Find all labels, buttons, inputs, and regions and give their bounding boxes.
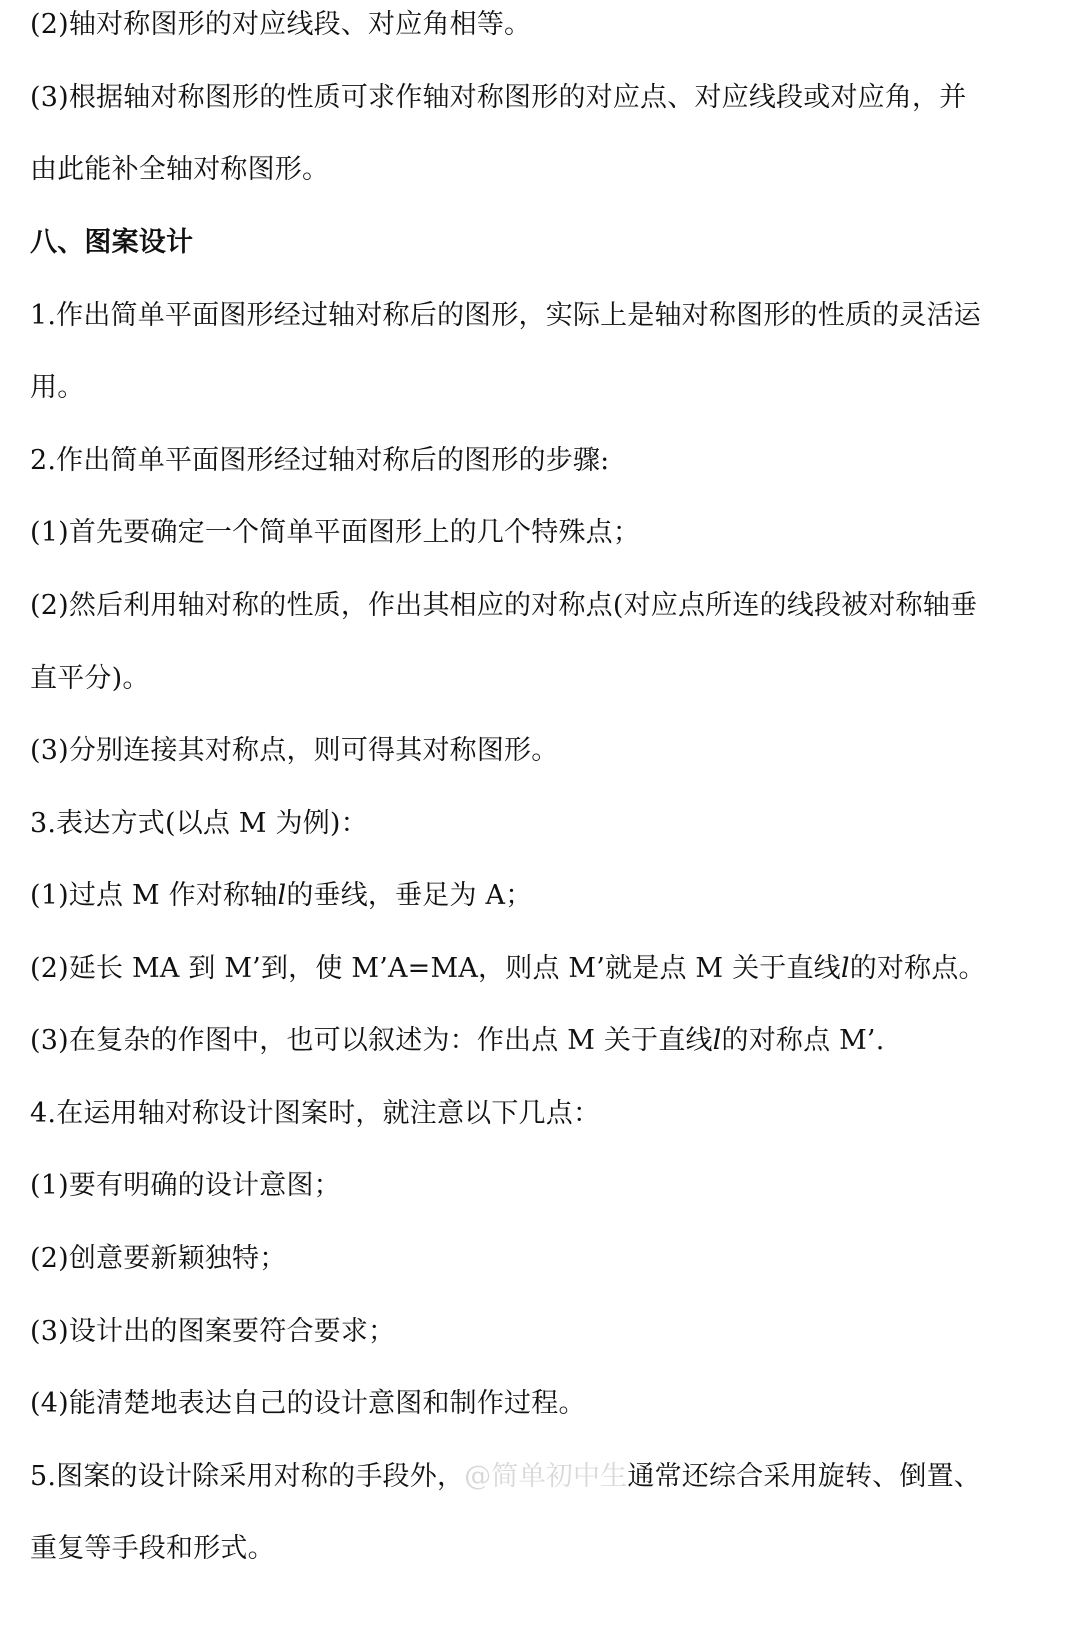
text-line: 重复等手段和形式。 (30, 1533, 275, 1564)
text-segment: (2)延长 MA 到 M’到，使 M’A=MA，则点 M’就是点 M 关于直线 (30, 953, 841, 984)
text-line: 1.作出简单平面图形经过轴对称后的图形，实际上是轴对称图形的性质的灵活运 (30, 300, 981, 331)
axis-symbol: l (840, 953, 850, 984)
watermark: @简单初中生 (464, 1461, 628, 1492)
axis-symbol: l (712, 1025, 722, 1056)
text-line: 直平分)。 (30, 663, 150, 694)
text-line: (1)首先要确定一个简单平面图形上的几个特殊点； (30, 517, 641, 548)
text-line: (2)轴对称图形的对应线段、对应角相等。 (30, 9, 532, 40)
text-line: (3)分别连接其对称点，则可得其对称图形。 (30, 735, 559, 766)
text-line: (4)能清楚地表达自己的设计意图和制作过程。 (30, 1388, 586, 1419)
axis-symbol: l (277, 880, 287, 911)
text-line: (2)然后利用轴对称的性质，作出其相应的对称点(对应点所连的线段被对称轴垂 (30, 590, 978, 621)
text-segment: (3)在复杂的作图中，也可以叙述为：作出点 M 关于直线 (30, 1025, 713, 1056)
text-line: (2)创意要新颖独特； (30, 1243, 287, 1274)
text-segment: 通常还综合采用旋转、倒置、 (627, 1461, 981, 1492)
text-line (30, 878, 532, 914)
text-segment: (1)过点 M 作对称轴 (30, 880, 278, 911)
section-heading: 八、图案设计 (30, 227, 194, 258)
text-line: 4.在运用轴对称设计图案时，就注意以下几点： (30, 1098, 601, 1129)
text-line: (3)根据轴对称图形的性质可求作轴对称图形的对应点、对应线段或对应角，并 (30, 82, 967, 113)
text-line (30, 1459, 981, 1495)
text-segment: 的垂线，垂足为 A； (286, 880, 533, 911)
text-line: (1)要有明确的设计意图； (30, 1170, 341, 1201)
text-line: (3)设计出的图案要符合要求； (30, 1316, 396, 1347)
text-line: 由此能补全轴对称图形。 (30, 154, 330, 185)
text-segment: 的对称点。 (849, 953, 986, 984)
text-line: 2.作出简单平面图形经过轴对称后的图形的步骤: (30, 445, 610, 476)
text-line: 3.表达方式(以点 M 为例)： (30, 808, 368, 839)
text-segment: 的对称点 M’. (721, 1025, 885, 1056)
text-line (30, 951, 986, 987)
text-line (30, 1023, 885, 1059)
text-segment: 5.图案的设计除采用对称的手段外， (30, 1461, 465, 1492)
text-line: 用。 (30, 372, 85, 403)
